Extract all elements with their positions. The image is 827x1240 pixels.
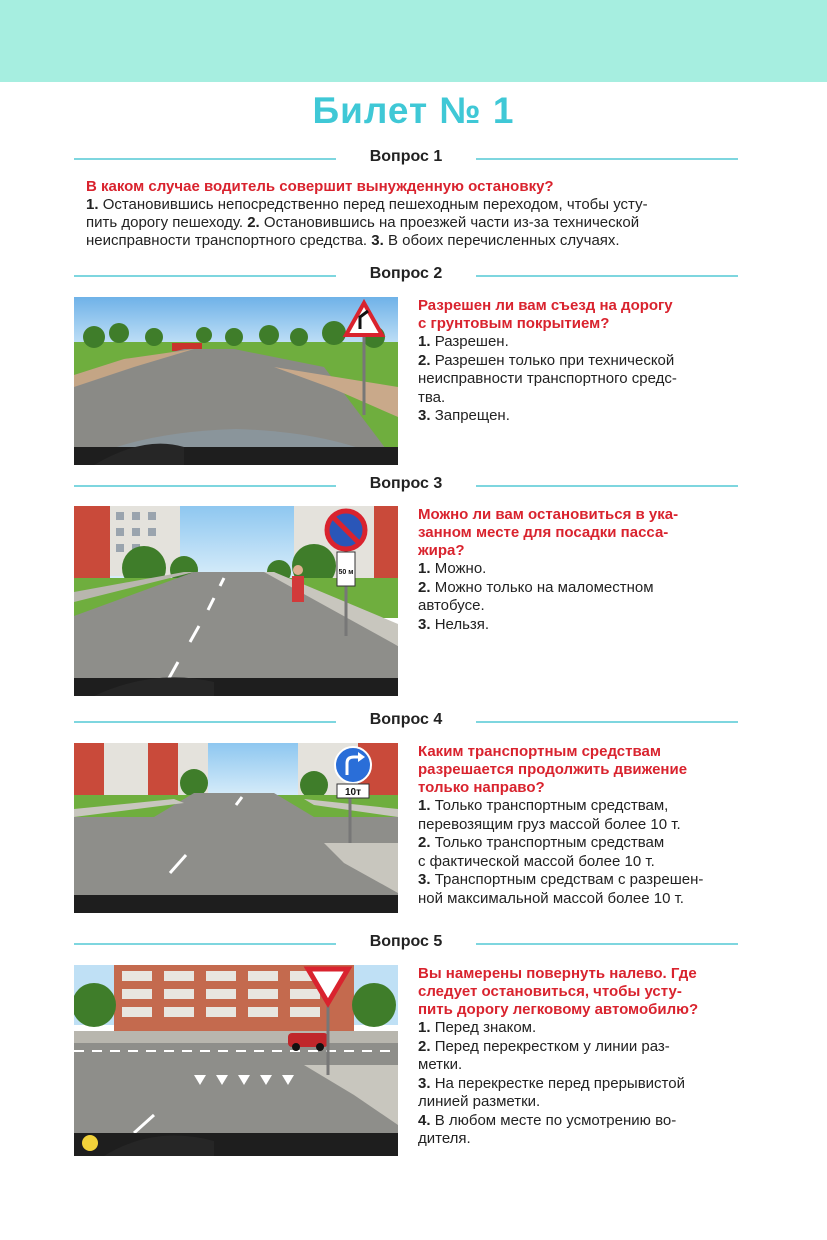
- answer-line: 1. Только транспортным средствам,: [418, 797, 669, 814]
- question-line: жира?: [418, 542, 465, 559]
- answer-line: 1. Разрешен.: [418, 333, 509, 350]
- question-line: Можно ли вам остановиться в ука-: [418, 506, 679, 523]
- question-5-block: [418, 965, 748, 1149]
- answer-line: пить дорогу пешеходу. 2. Остановившись на проезжей части из-за технической: [86, 214, 640, 231]
- answer-line: неисправности транспортного средс-: [418, 370, 677, 387]
- question-4-header: [74, 711, 738, 733]
- question-line: занном месте для посадки пасса-: [418, 524, 669, 541]
- question-line: только направо?: [418, 779, 545, 796]
- ticket-title: Билет № 1: [312, 90, 515, 131]
- question-3-header: [74, 475, 738, 497]
- divider: [74, 158, 336, 160]
- answer-line: 2. Можно только на маломестном: [418, 578, 654, 596]
- question-line: следует остановиться, чтобы усту-: [418, 983, 682, 1000]
- question-2-text: [418, 297, 748, 333]
- divider: [74, 721, 336, 723]
- answer-line: 2. Только транспортным средствам: [418, 834, 665, 851]
- question-2-label: Вопрос 2: [369, 265, 443, 282]
- sign-plate-10t: 10т: [344, 787, 362, 798]
- answer-line: ной максимальной массой более 10 т.: [418, 889, 684, 907]
- answer-line: 1. Перед знаком.: [418, 1019, 537, 1036]
- question-1-label: Вопрос 1: [369, 148, 443, 165]
- question-line: пить дорогу легковому автомобилю?: [418, 1001, 699, 1018]
- answer-line: 3. Нельзя.: [418, 615, 490, 633]
- question-5-answers: [418, 1019, 748, 1149]
- divider: [74, 275, 336, 277]
- question-4-answers: [418, 797, 748, 908]
- question-4-label: Вопрос 4: [369, 711, 443, 728]
- question-3-answers: [418, 560, 748, 634]
- answer-line: 3. Транспортным средствам с разрешен-: [418, 871, 704, 888]
- divider: [476, 158, 738, 160]
- question-line: Каким транспортным средствам: [418, 743, 661, 760]
- question-1-header: [74, 148, 738, 170]
- question-3-illustration: [74, 506, 398, 696]
- question-1-answers: [86, 196, 746, 250]
- answer-line: дителя.: [418, 1130, 471, 1147]
- question-3-label: Вопрос 3: [369, 475, 443, 492]
- answer-line: метки.: [418, 1056, 463, 1073]
- question-5-illustration: [74, 965, 398, 1156]
- answer-line: автобусе.: [418, 597, 485, 614]
- divider: [74, 943, 336, 945]
- question-4-block: [418, 743, 748, 908]
- answer-line: 3. Запрещен.: [418, 407, 510, 424]
- question-line: Вы намерены повернуть налево. Где: [418, 965, 697, 982]
- question-5-header: [74, 933, 738, 955]
- answer-line: перевозящим груз массой более 10 т.: [418, 815, 681, 833]
- answer-line: линией разметки.: [418, 1093, 541, 1110]
- answer-line: 2. Разрешен только при технической: [418, 351, 675, 369]
- answer-line: 1. Остановившись непосредственно перед пешеходным переходом, чтобы усту-: [86, 196, 648, 213]
- divider: [476, 943, 738, 945]
- question-3-block: [418, 506, 748, 634]
- answer-line: 2. Перед перекрестком у линии раз-: [418, 1037, 670, 1055]
- answer-line: 4. В любом месте по усмотрению во-: [418, 1111, 677, 1129]
- question-4-illustration: [74, 743, 398, 913]
- question-1-block: [86, 178, 746, 250]
- question-line: разрешается продолжить движение: [418, 761, 688, 778]
- question-5-text: [418, 965, 748, 1019]
- answer-line: с фактической массой более 10 т.: [418, 852, 655, 870]
- divider: [476, 275, 738, 277]
- question-2-answers: [418, 333, 748, 426]
- question-2-illustration: [74, 297, 398, 465]
- top-band: [0, 0, 827, 82]
- answer-line: 3. На перекрестке перед прерывистой: [418, 1074, 685, 1092]
- question-line: с грунтовым покрытием?: [418, 315, 610, 332]
- question-3-text: [418, 506, 748, 560]
- question-5-label: Вопрос 5: [369, 933, 443, 950]
- sign-plate-50m: 50 м: [338, 569, 354, 576]
- answer-line: неисправности транспортного средства. 3. В обоих перечисленных случаях.: [86, 232, 620, 249]
- divider: [476, 485, 738, 487]
- question-1-text: В каком случае водитель совершит вынужденную остановку?: [86, 178, 554, 195]
- question-2-header: [74, 265, 738, 287]
- answer-line: 1. Можно.: [418, 560, 487, 577]
- question-4-text: [418, 743, 748, 797]
- divider: [74, 485, 336, 487]
- question-2-block: [418, 297, 748, 426]
- divider: [476, 721, 738, 723]
- answer-line: тва.: [418, 388, 446, 406]
- question-line: Разрешен ли вам съезд на дорогу: [418, 297, 673, 314]
